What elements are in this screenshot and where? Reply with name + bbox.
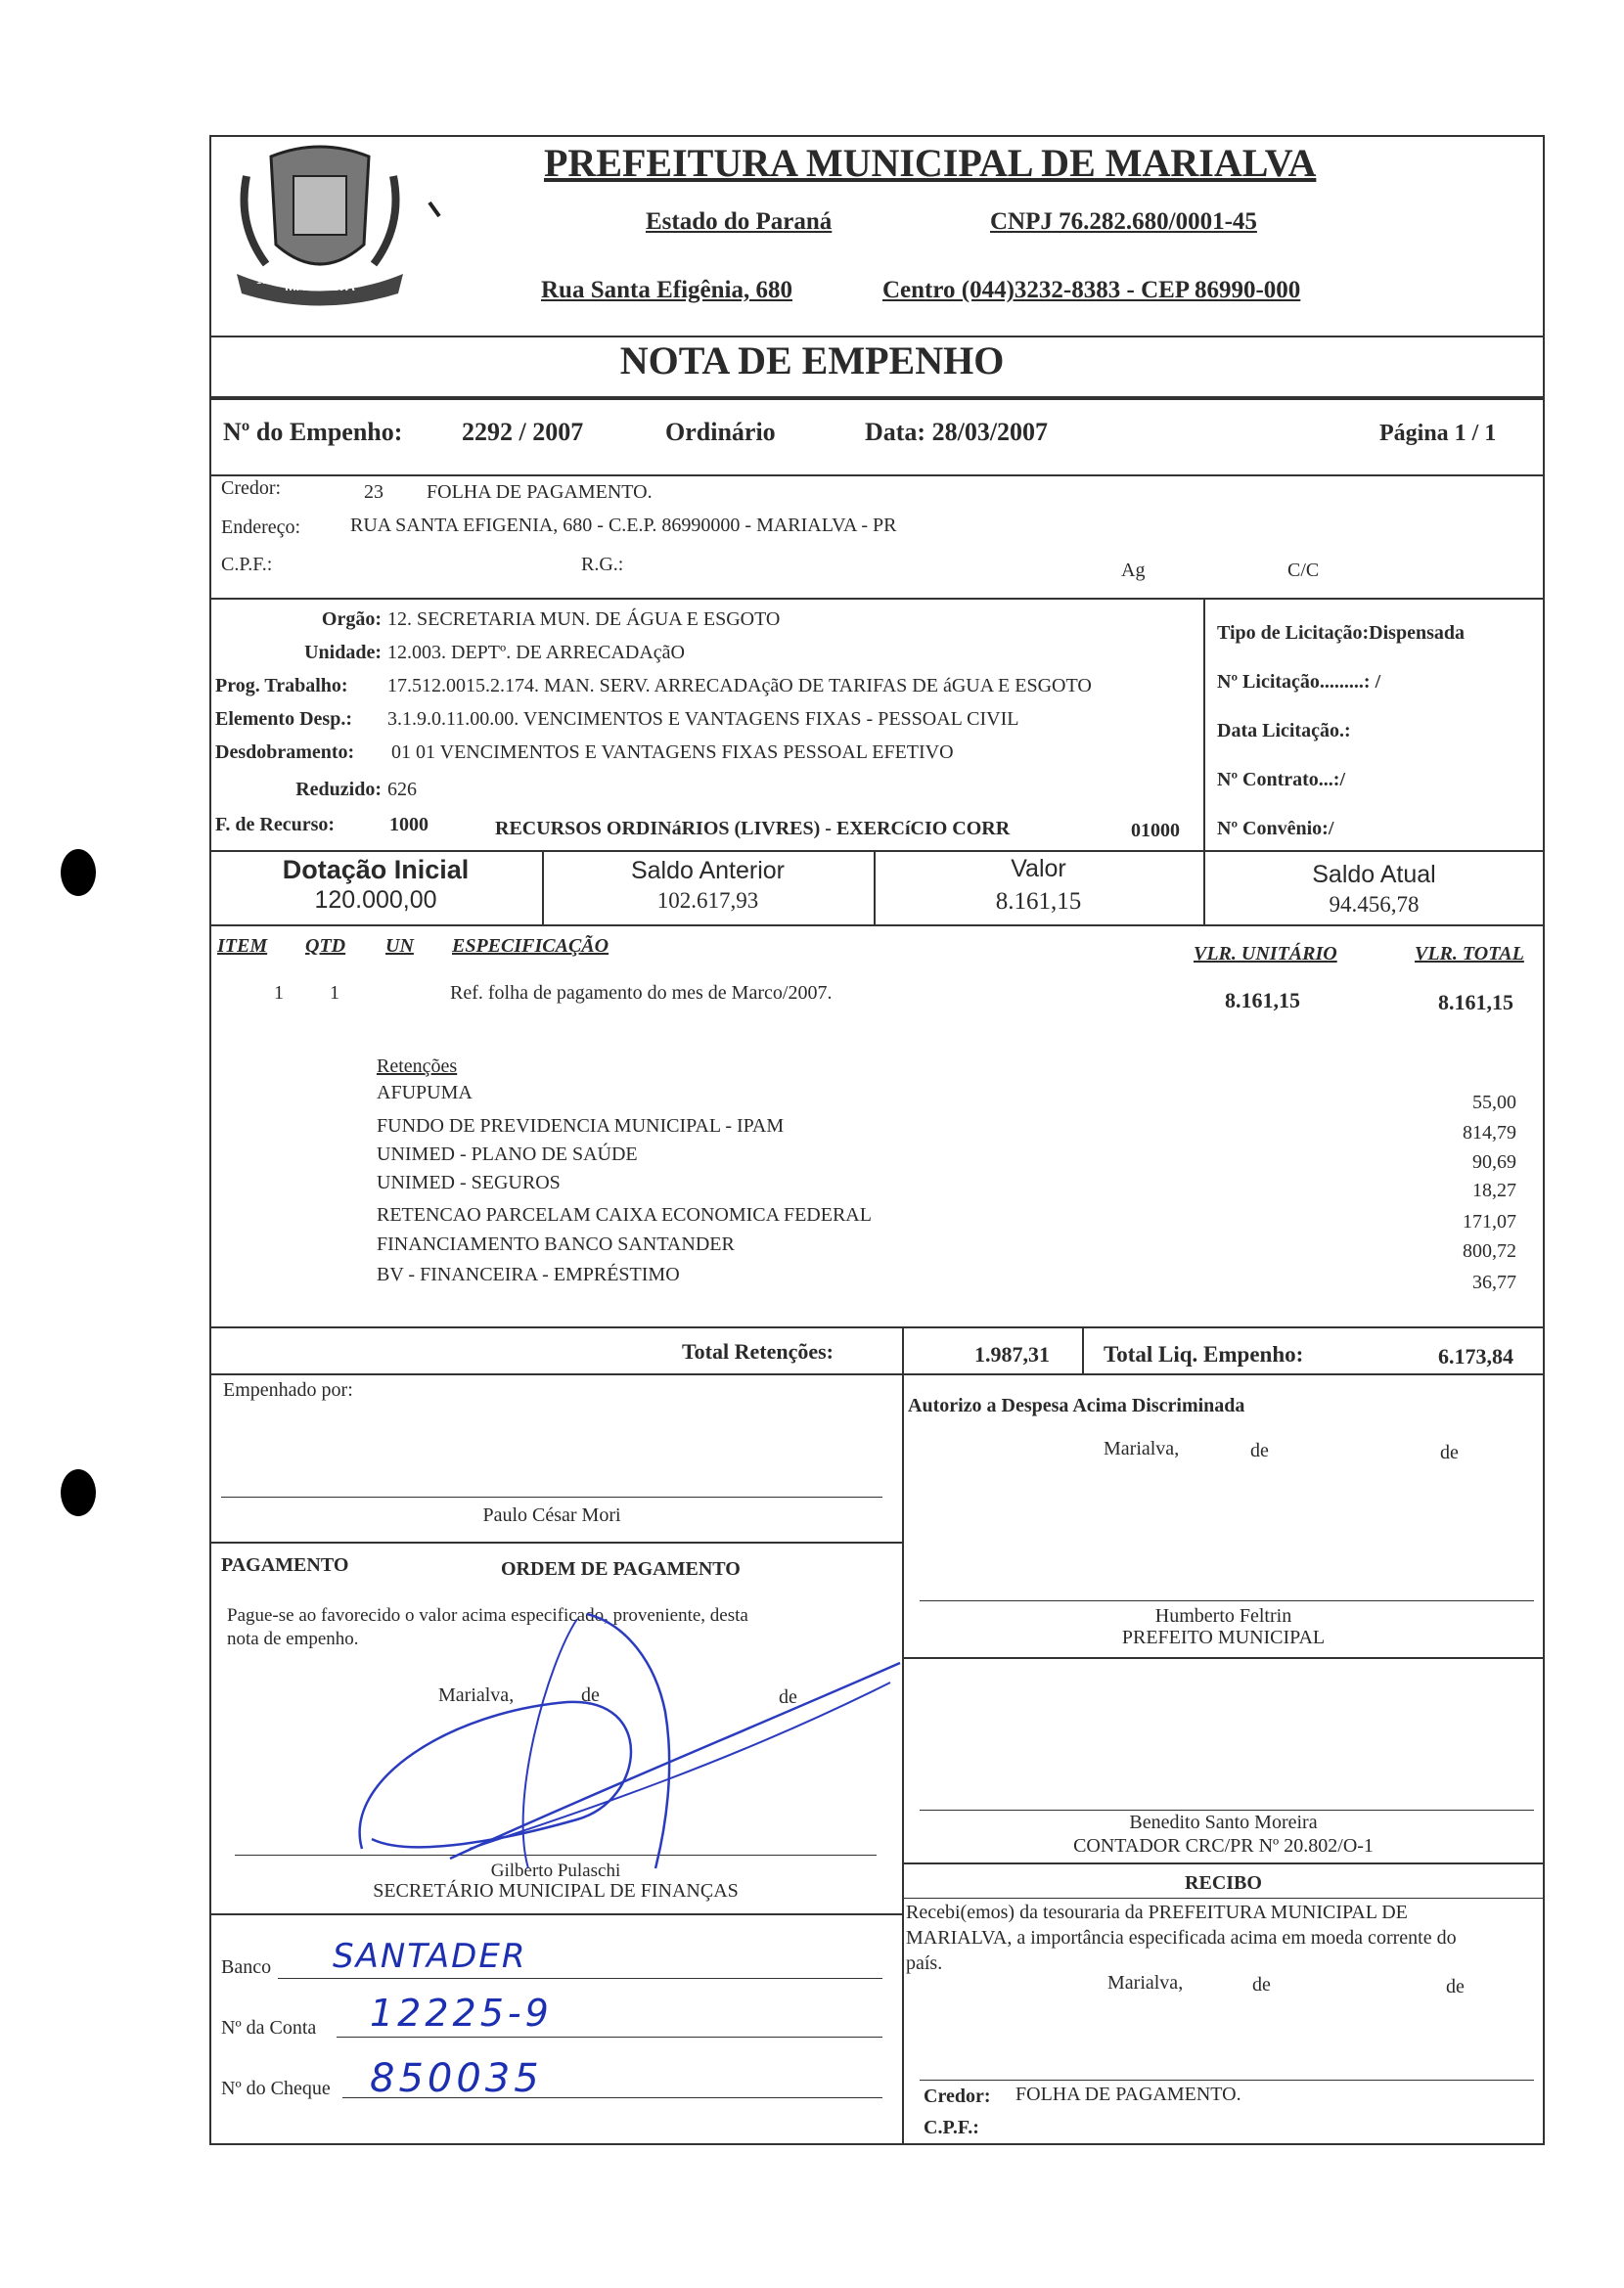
pagamento-de: de bbox=[779, 1686, 797, 1708]
contador-name: Benedito Santo Moreira bbox=[1129, 1812, 1318, 1833]
pagamento-city: Marialva, bbox=[438, 1684, 515, 1706]
saldo-atual-value: 94.456,78 bbox=[1329, 892, 1420, 917]
credor-name: FOLHA DE PAGAMENTO. bbox=[427, 481, 653, 503]
retencao-value: 171,07 bbox=[1463, 1211, 1516, 1233]
col-qtd: QTD bbox=[305, 935, 346, 957]
pagamento-de: de bbox=[581, 1684, 600, 1706]
reduzido-label: Reduzido: bbox=[295, 779, 382, 800]
retencao-value: 36,77 bbox=[1472, 1272, 1516, 1293]
document-title: NOTA DE EMPENHO bbox=[619, 338, 1005, 382]
retencao-name: AFUPUMA bbox=[377, 1082, 473, 1103]
recibo-text: país. bbox=[906, 1952, 943, 1974]
unidade-label: Unidade: bbox=[304, 642, 382, 663]
contador-role: CONTADOR CRC/PR Nº 20.802/O-1 bbox=[1073, 1835, 1374, 1857]
conta-label: Nº da Conta bbox=[221, 2017, 317, 2039]
signature-line bbox=[920, 2080, 1534, 2081]
cheque-label: Nº do Cheque bbox=[221, 2078, 331, 2099]
divider bbox=[209, 924, 1545, 926]
retencao-name: FUNDO DE PREVIDENCIA MUNICIPAL - IPAM bbox=[377, 1115, 785, 1137]
agency-label: Ag bbox=[1121, 560, 1146, 581]
recibo-de: de bbox=[1252, 1974, 1271, 1996]
col-vlr-unit: VLR. UNITÁRIO bbox=[1194, 943, 1337, 965]
retencao-value: 18,27 bbox=[1472, 1180, 1516, 1201]
recibo-de: de bbox=[1446, 1976, 1465, 1997]
divider bbox=[902, 1862, 1545, 1864]
item-qtd: 1 bbox=[330, 982, 339, 1004]
col-espec: ESPECIFICAÇÃO bbox=[452, 935, 609, 957]
valor-value: 8.161,15 bbox=[995, 888, 1082, 915]
conta-handwritten: 12225-9 bbox=[370, 1992, 553, 2035]
credor-code: 23 bbox=[364, 481, 383, 503]
punch-hole-top bbox=[61, 849, 96, 896]
page-number: Página 1 / 1 bbox=[1379, 421, 1497, 446]
contrato-num: Nº Contrato...:/ bbox=[1217, 769, 1346, 790]
reduzido-value: 626 bbox=[387, 779, 417, 800]
saldo-anterior-label: Saldo Anterior bbox=[630, 857, 786, 884]
signer-name: Gilberto Pulaschi bbox=[490, 1861, 621, 1881]
retencao-value: 90,69 bbox=[1472, 1151, 1516, 1173]
elemento-value: 3.1.9.0.11.00.00. VENCIMENTOS E VANTAGENS FIXAS - PESSOAL CIVIL bbox=[387, 708, 1019, 730]
divider bbox=[209, 1373, 1545, 1375]
signature-line bbox=[920, 1600, 1534, 1601]
item-number: 1 bbox=[274, 982, 284, 1004]
banco-line bbox=[278, 1978, 882, 1979]
cnpj-label: CNPJ 76.282.680/0001-45 bbox=[990, 208, 1257, 235]
recibo-city: Marialva, bbox=[1107, 1972, 1184, 1994]
pen-mark bbox=[428, 201, 441, 220]
divider bbox=[902, 1326, 904, 1373]
prog-label: Prog. Trabalho: bbox=[215, 675, 348, 696]
retencao-name: UNIMED - SEGUROS bbox=[377, 1172, 561, 1193]
divider bbox=[1082, 1326, 1084, 1373]
orgao-label: Orgão: bbox=[321, 608, 382, 630]
divider bbox=[209, 1326, 1545, 1328]
banco-handwritten: SANTADER bbox=[333, 1937, 527, 1976]
retencao-value: 814,79 bbox=[1463, 1122, 1516, 1144]
recibo-label: RECIBO bbox=[1185, 1872, 1262, 1894]
state-label: Estado do Paraná bbox=[646, 208, 833, 235]
divider bbox=[209, 598, 1545, 600]
recibo-text: Recebi(emos) da tesouraria da PREFEITURA MUNICIPAL DE bbox=[906, 1902, 1408, 1923]
licitacao-tipo: Tipo de Licitação:Dispensada bbox=[1217, 622, 1465, 644]
prefeito-role: PREFEITO MUNICIPAL bbox=[1121, 1627, 1326, 1648]
divider bbox=[902, 1657, 1545, 1659]
recurso-desc: RECURSOS ORDINáRIOS (LIVRES) - EXERCíCIO CORR bbox=[495, 818, 1011, 839]
coat-of-arms-logo bbox=[227, 137, 413, 308]
divider bbox=[209, 396, 1545, 400]
punch-hole-bottom bbox=[61, 1469, 96, 1516]
dotacao-value: 120.000,00 bbox=[314, 886, 437, 914]
desdobramento-value: 01 01 VENCIMENTOS E VANTAGENS FIXAS PESSOAL EFETIVO bbox=[391, 741, 954, 763]
divider bbox=[209, 1542, 902, 1544]
divider bbox=[209, 1913, 902, 1915]
empenho-date: Data: 28/03/2007 bbox=[865, 418, 1049, 446]
divider bbox=[1203, 598, 1205, 852]
retencao-name: UNIMED - PLANO DE SAÚDE bbox=[377, 1144, 638, 1165]
prog-value: 17.512.0015.2.174. MAN. SERV. ARRECADAçãO DE TARIFAS DE áGUA E ESGOTO bbox=[387, 675, 1092, 696]
total-retencoes-label: Total Retenções: bbox=[682, 1339, 834, 1364]
saldo-atual-label: Saldo Atual bbox=[1312, 861, 1436, 888]
recurso-label: F. de Recurso: bbox=[215, 814, 336, 835]
address-street: Rua Santa Efigênia, 680 bbox=[541, 277, 792, 303]
item-unit: 8.161,15 bbox=[1225, 988, 1300, 1012]
cpf-label: C.P.F.: bbox=[221, 554, 273, 575]
signature-line bbox=[221, 1497, 882, 1498]
recurso-num: 01000 bbox=[1131, 820, 1180, 841]
empenhado-label: Empenhado por: bbox=[223, 1379, 353, 1401]
svg-text:1951: 1951 bbox=[256, 276, 279, 287]
col-un: UN bbox=[385, 935, 414, 957]
recibo-credor-value: FOLHA DE PAGAMENTO. bbox=[1015, 2084, 1241, 2105]
handwritten-signature bbox=[333, 1604, 920, 1878]
recibo-cpf-label: C.P.F.: bbox=[924, 2117, 979, 2138]
valor-label: Valor bbox=[1011, 855, 1066, 882]
retencao-value: 800,72 bbox=[1463, 1240, 1516, 1262]
account-label: C/C bbox=[1287, 560, 1320, 581]
signer-role: SECRETÁRIO MUNICIPAL DE FINANÇAS bbox=[373, 1880, 739, 1902]
item-desc: Ref. folha de pagamento do mes de Marco/2007. bbox=[450, 982, 833, 1004]
credor-address: RUA SANTA EFIGENIA, 680 - C.E.P. 86990000 - MARIALVA - PR bbox=[350, 515, 897, 536]
autorizo-label: Autorizo a Despesa Acima Discriminada bbox=[908, 1395, 1245, 1416]
autorizo-de: de bbox=[1440, 1442, 1459, 1463]
autorizo-city: Marialva, bbox=[1104, 1438, 1180, 1459]
retencao-name: BV - FINANCEIRA - EMPRÉSTIMO bbox=[377, 1264, 680, 1285]
col-vlr-total: VLR. TOTAL bbox=[1415, 943, 1524, 965]
divider bbox=[209, 474, 1545, 476]
recibo-text: MARIALVA, a importância especificada acima em moeda corrente do bbox=[906, 1927, 1457, 1949]
pagamento-text: nota de empenho. bbox=[227, 1629, 359, 1649]
recibo-credor-label: Credor: bbox=[924, 2086, 991, 2107]
divider bbox=[209, 850, 1545, 852]
saldo-anterior-value: 102.617,93 bbox=[656, 888, 759, 913]
total-liq-value: 6.173,84 bbox=[1438, 1344, 1513, 1368]
recurso-code: 1000 bbox=[389, 814, 429, 835]
credor-label: Credor: bbox=[221, 477, 282, 499]
licitacao-data: Data Licitação.: bbox=[1217, 720, 1351, 741]
ordem-pagamento-label: ORDEM DE PAGAMENTO bbox=[501, 1558, 741, 1580]
retencao-name: FINANCIAMENTO BANCO SANTANDER bbox=[377, 1234, 735, 1255]
licitacao-num: Nº Licitação.........: / bbox=[1217, 671, 1381, 693]
col-item: ITEM bbox=[217, 935, 268, 957]
total-retencoes-value: 1.987,31 bbox=[974, 1342, 1050, 1367]
prefeito-name: Humberto Feltrin bbox=[1154, 1605, 1292, 1627]
dotacao-label: Dotação Inicial bbox=[282, 855, 470, 884]
empenho-number-label: Nº do Empenho: bbox=[223, 418, 403, 446]
svg-text:MARIALVA: MARIALVA bbox=[285, 278, 355, 293]
elemento-label: Elemento Desp.: bbox=[215, 708, 352, 730]
signature-line bbox=[920, 1810, 1534, 1811]
convenio-num: Nº Convênio:/ bbox=[1217, 818, 1334, 839]
autorizo-de: de bbox=[1250, 1440, 1269, 1461]
retencao-value: 55,00 bbox=[1472, 1092, 1516, 1113]
divider bbox=[902, 1898, 1545, 1899]
pagamento-text: Pague-se ao favorecido o valor acima especificado, proveniente, desta bbox=[227, 1605, 748, 1626]
item-total: 8.161,15 bbox=[1438, 990, 1513, 1014]
total-liq-label: Total Liq. Empenho: bbox=[1104, 1342, 1304, 1367]
empenhado-name: Paulo César Mori bbox=[482, 1504, 621, 1526]
unidade-value: 12.003. DEPTº. DE ARRECADAçãO bbox=[387, 642, 685, 663]
pagamento-label: PAGAMENTO bbox=[221, 1554, 349, 1576]
banco-label: Banco bbox=[221, 1956, 272, 1978]
desdobramento-label: Desdobramento: bbox=[215, 741, 355, 763]
orgao-value: 12. SECRETARIA MUN. DE ÁGUA E ESGOTO bbox=[387, 608, 781, 630]
address-label: Endereço: bbox=[221, 516, 301, 538]
rg-label: R.G.: bbox=[581, 554, 624, 575]
retencoes-title: Retenções bbox=[377, 1055, 458, 1077]
cheque-handwritten: 850035 bbox=[370, 2056, 543, 2101]
address-contact: Centro (044)3232-8383 - CEP 86990-000 bbox=[882, 277, 1301, 303]
retencao-name: RETENCAO PARCELAM CAIXA ECONOMICA FEDERAL bbox=[377, 1204, 872, 1226]
page-title: PREFEITURA MUNICIPAL DE MARIALVA bbox=[544, 141, 1317, 185]
conta-line bbox=[337, 2037, 882, 2038]
empenho-number: 2292 / 2007 bbox=[462, 418, 584, 446]
empenho-type: Ordinário bbox=[665, 418, 776, 446]
